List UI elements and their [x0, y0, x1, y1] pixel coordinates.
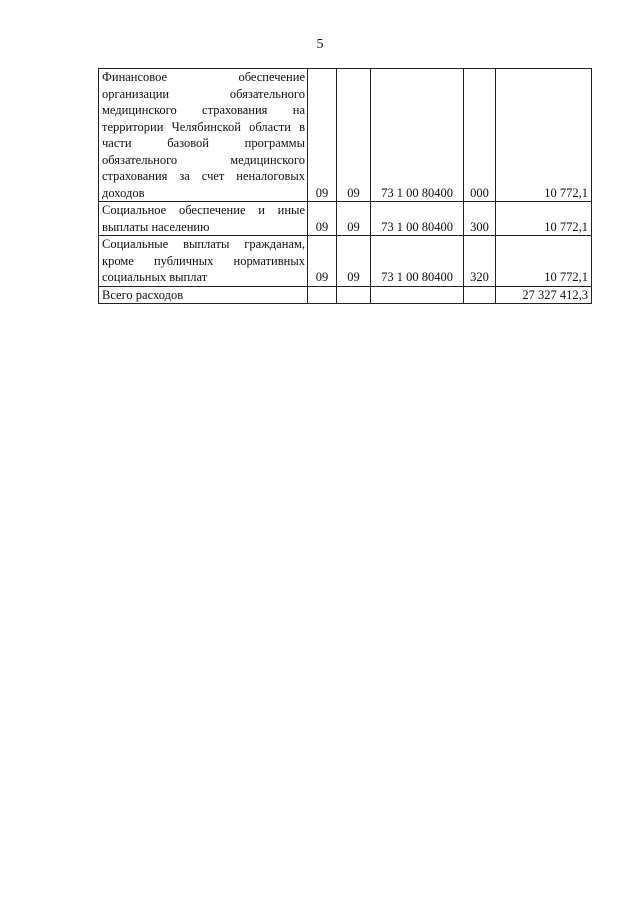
page-number: 5 — [316, 37, 324, 52]
row-amount: 10 772,1 — [496, 202, 592, 236]
total-target-article-code — [371, 286, 464, 304]
row-name: Финансовое обеспечение организации обязательного медицинского страхования на территории Челябинской области в части базовой программы обязательного медицинского страхования за счет неналоговых доходов — [99, 69, 308, 202]
row-expense-type-code: 300 — [464, 202, 496, 236]
row-name: Социальные выплаты гражданам, кроме публичных нормативных социальных выплат — [99, 236, 308, 287]
row-target-article-code: 73 1 00 80400 — [371, 69, 464, 202]
row-target-article-code: 73 1 00 80400 — [371, 236, 464, 287]
total-section-code — [308, 286, 337, 304]
row-name: Социальное обеспечение и иные выплаты населению — [99, 202, 308, 236]
row-subsection-code: 09 — [337, 202, 371, 236]
total-label: Всего расходов — [99, 286, 308, 304]
row-target-article-code: 73 1 00 80400 — [371, 202, 464, 236]
row-section-code: 09 — [308, 236, 337, 287]
row-expense-type-code: 320 — [464, 236, 496, 287]
expenditure-table — [98, 68, 592, 304]
total-expense-type-code — [464, 286, 496, 304]
row-section-code: 09 — [308, 202, 337, 236]
row-expense-type-code: 000 — [464, 69, 496, 202]
row-subsection-code: 09 — [337, 236, 371, 287]
row-section-code: 09 — [308, 69, 337, 202]
total-amount: 27 327 412,3 — [496, 286, 592, 304]
row-subsection-code: 09 — [337, 69, 371, 202]
table-row — [99, 69, 592, 202]
table-row — [99, 236, 592, 287]
row-amount: 10 772,1 — [496, 69, 592, 202]
row-amount: 10 772,1 — [496, 236, 592, 287]
table-row — [99, 202, 592, 236]
total-subsection-code — [337, 286, 371, 304]
total-row — [99, 286, 592, 304]
